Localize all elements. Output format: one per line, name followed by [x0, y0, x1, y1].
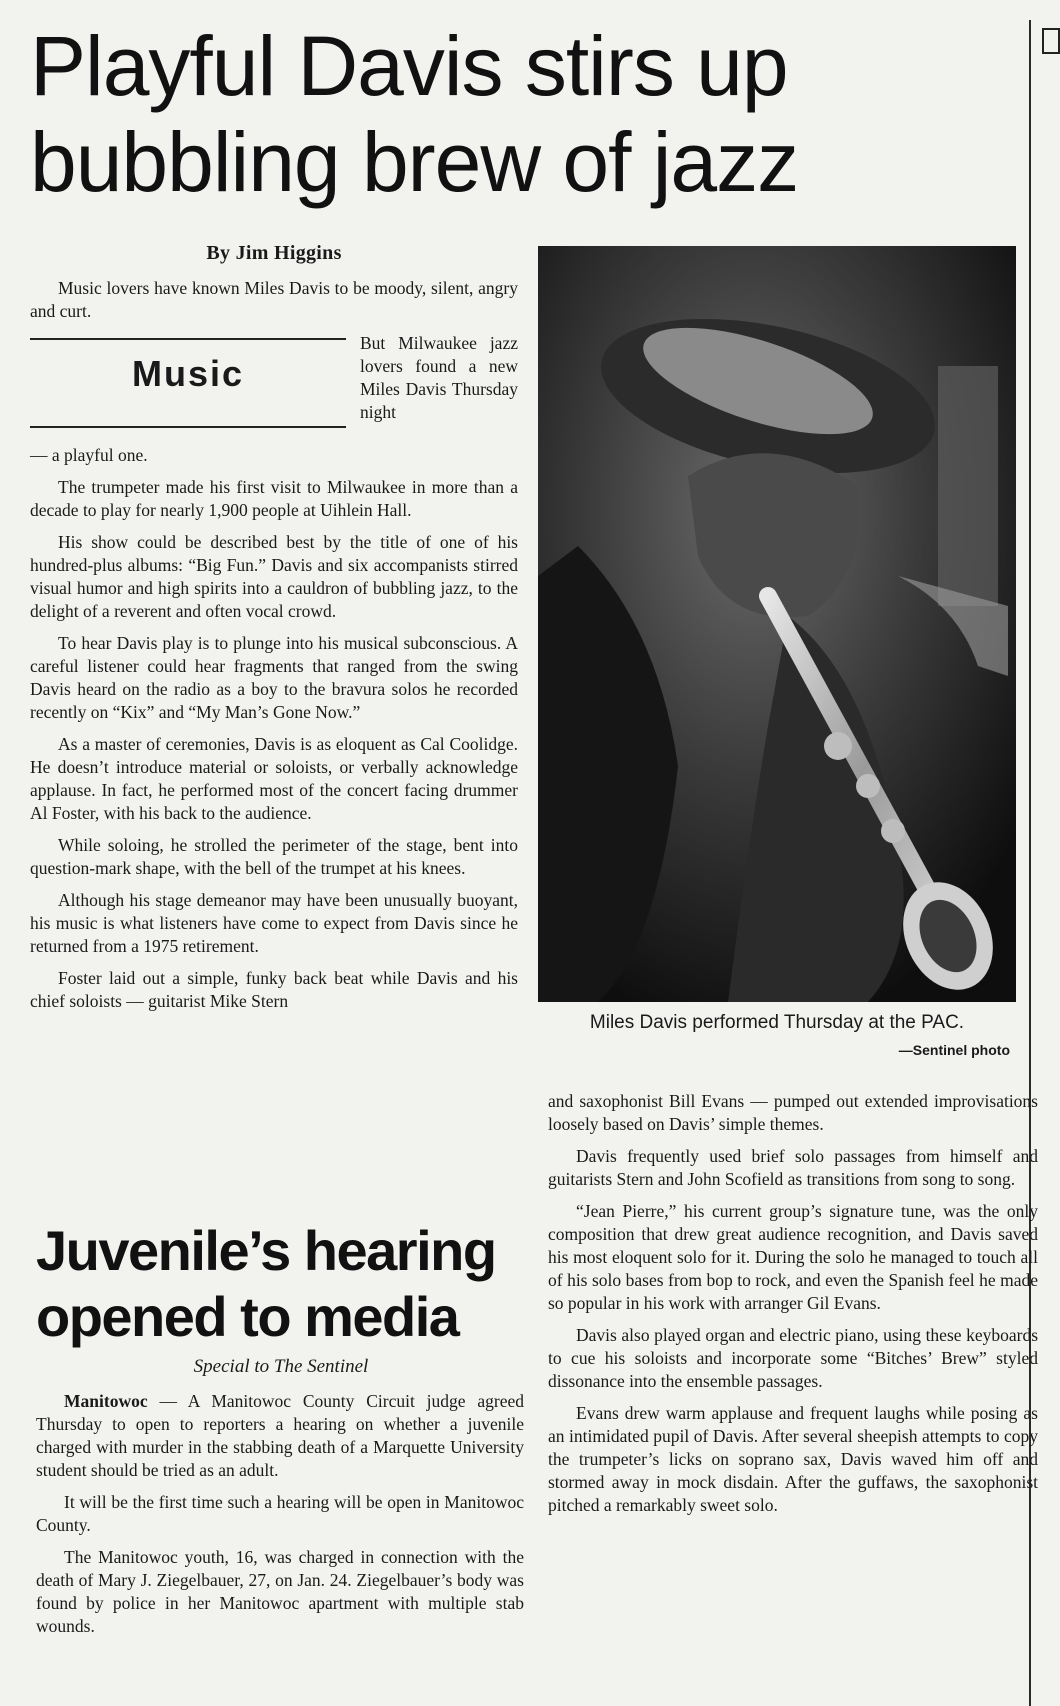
- body-paragraph: It will be the first time such a hearing will be open in Manitowoc County.: [36, 1492, 524, 1535]
- second-headline: Juvenile’s hearing opened to media: [36, 1219, 496, 1348]
- photo-illustration: [538, 246, 1016, 1002]
- section-label-row: [30, 332, 518, 440]
- second-byline: Special to The Sentinel: [193, 1356, 369, 1377]
- body-paragraph: “Jean Pierre,” his current group’s signature tune, was the only composition that drew great audience recognition, and Davis saved his most eloquent solo for it. During the solo he managed to touch all of his solo bases from bop to rock, and even the Spanish feel he made so popular in his work with arranger Gil Evans.: [548, 1201, 1038, 1313]
- second-lead-text: — A Manitowoc County Circuit judge agreed Thursday to open to reporters a hearing on whether a juvenile charged with murder in the stabbing death of a Marquette University student should be tried as an adult.: [36, 1391, 524, 1480]
- body-paragraph: The trumpeter made his first visit to Milwaukee in more than a decade to play for nearly 1,900 people at Uihlein Hall.: [30, 477, 518, 520]
- section-label-box: [30, 332, 346, 440]
- main-byline: By Jim Higgins: [206, 242, 342, 264]
- main-article-left-column: [30, 242, 518, 1022]
- body-paragraph: Davis also played organ and electric piano, using these keyboards to cue his soloists and incorporate some “Bitches’ Brew” styled dissonance into the ensemble passages.: [548, 1325, 1038, 1391]
- main-article-right-column: [548, 1090, 1038, 1526]
- second-article-column: [36, 1390, 524, 1647]
- body-paragraph: The Manitowoc youth, 16, was charged in connection with the death of Mary J. Ziegelbauer, 27, on Jan. 24. Ziegelbauer’s body was found by police in her Manitowoc apartment with multiple stab wounds.: [36, 1547, 524, 1636]
- edge-box-icon: [1042, 28, 1060, 54]
- body-paragraph: Foster laid out a simple, funky back beat while Davis and his chief soloists — guitarist Mike Stern: [30, 968, 518, 1011]
- second-lead-paragraph: [36, 1390, 524, 1482]
- miles-davis-photo: [538, 246, 1016, 1002]
- main-headline: Playful Davis stirs up bubbling brew of jazz: [30, 19, 799, 209]
- section-label: Music: [131, 353, 245, 394]
- photo-credit: —Sentinel photo: [898, 1042, 1010, 1058]
- section-rule-top: [30, 338, 346, 340]
- body-paragraph: Evans drew warm applause and frequent laughs while posing as an intimidated pupil of Davis. After several sheepish attempts to copy the trumpeter’s licks on soprano sax, Davis waved him off and stormed away in mock disdain. After the guffaws, the saxophonist pitched a remarkably sweet solo.: [548, 1403, 1038, 1515]
- body-paragraph: While soloing, he strolled the perimeter of the stage, bent into question-mark shape, with the bell of the trumpet at his knees.: [30, 835, 518, 878]
- body-paragraph: Although his stage demeanor may have been unusually buoyant, his music is what listeners have come to expect from Davis since he returned from a 1975 retirement.: [30, 890, 518, 956]
- body-paragraph: His show could be described best by the title of one of his hundred-plus albums: “Big Fun.” Davis and six accompanists stirred visual humor and high spirits into a cauldron of bubbling jazz, to the delight of a reverent and often vocal crowd.: [30, 532, 518, 621]
- dateline: Manitowoc: [64, 1391, 148, 1411]
- lead-paragraph: Music lovers have known Miles Davis to be moody, silent, angry and curt.: [30, 278, 518, 321]
- body-paragraph: As a master of ceremonies, Davis is as eloquent as Cal Coolidge. He doesn’t introduce material or soloists, or verbally acknowledge applause. In fact, he performed most of the concert facing drummer Al Foster, with his back to the audience.: [30, 734, 518, 823]
- body-paragraph: Davis frequently used brief solo passages from himself and guitarists Stern and John Scofield as transitions from song to song.: [548, 1146, 1038, 1189]
- after-label-text: — a playful one.: [30, 445, 148, 465]
- section-rule-bottom: [30, 426, 346, 428]
- continuation-paragraph: and saxophonist Bill Evans — pumped out extended improvisations loosely based on Davis’ simple themes.: [548, 1091, 1038, 1134]
- adjacent-column-edge: [1040, 28, 1060, 88]
- beside-label-text: But Milwaukee jazz lovers found a new Miles Davis Thursday night: [360, 333, 518, 422]
- body-paragraph: To hear Davis play is to plunge into his musical subconscious. A careful listener could hear fragments that ranged from the swing Davis heard on the radio as a boy to the bravura solos he recorded recently on “Kix” and “My Man’s Gone Now.”: [30, 633, 518, 722]
- photo-caption: Miles Davis performed Thursday at the PAC.: [589, 1012, 965, 1033]
